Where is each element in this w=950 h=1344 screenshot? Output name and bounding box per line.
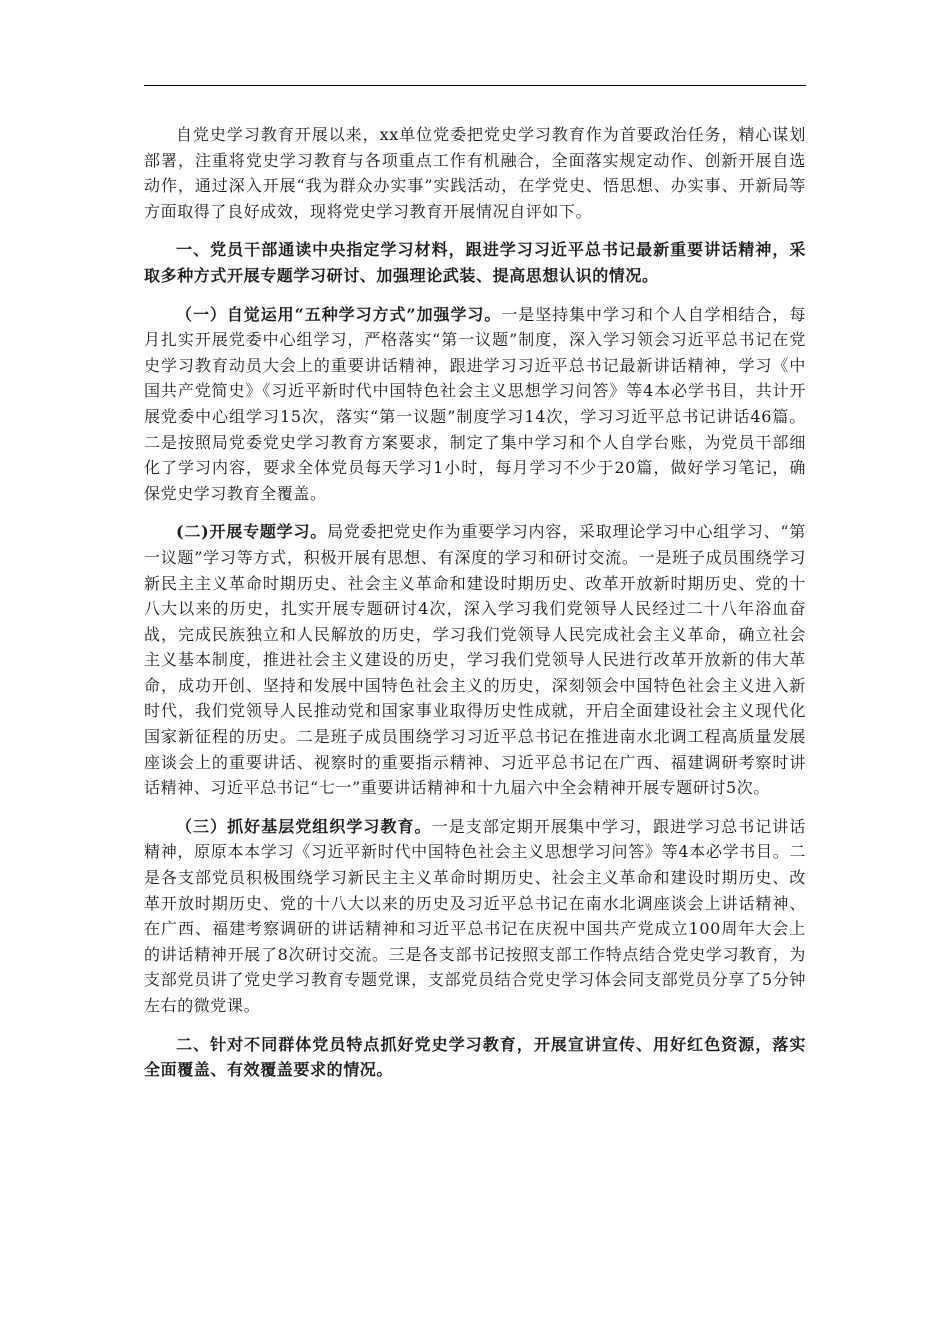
item-paragraph-3 [144,814,806,1019]
item-lead-3: （三）抓好基层党组织学习教育。 [176,816,432,836]
item-body-2: 局党委把党史作为重要学习内容，采取理论学习中心组学习、“第一议题”学习等方式，积极开展有思想、有深度的学习和研讨交流。一是班子成员围绕学习新民主主义革命时期历史、社会主义革命和建设时期历史、改革开放新时期历史、党的十八大以来的历史，扎实开展专题研讨4次，深入学习我们党领导人民经过二十八年浴血奋战，完成民族独立和人民解放的历史，学习我们党领导人民完成社会主义革命，确立社会主义基本制度，推进社会主义建设的历史，学习我们党领导人民进行改革开放新的伟大革命，成功开创、坚持和发展中国特色社会主义的历史，深刻领会中国特色社会主义进入新时代，我们党领导人民推动党和国家事业取得历史性成就，开启全面建设社会主义现代化国家新征程的历史。二是班子成员围绕学习习近平总书记在推进南水北调工程高质量发展座谈会上的重要讲话、视察时的重要指示精神、习近平总书记在广西、福建调研考察时讲话精神、习近平总书记“七一”重要讲话精神和十九届六中全会精神开展专题研讨5次。 [144,522,806,798]
item-lead-1: （一）自觉运用“五种学习方式”加强学习。 [176,304,502,324]
section-heading-2: 二、针对不同群体党员特点抓好党史学习教育，开展宣讲宣传、用好红色资源，落实全面覆盖、有效覆盖要求的情况。 [144,1034,806,1080]
intro-paragraph: 自党史学习教育开展以来，xx单位党委把党史学习教育作为首要政治任务，精心谋划部署，注重将党史学习教育与各项重点工作有机融合，全面落实规定动作、创新开展自选动作，通过深入开展“我为群众办实事”实践活动，在学党史、悟思想、办实事、开新局等方面取得了良好成效，现将党史学习教育开展情况自评如下。 [144,125,806,221]
item-paragraph-1 [144,302,806,507]
item-paragraph-2 [144,519,806,801]
section-heading-1: 一、党员干部通读中央指定学习材料，跟进学习习近平总书记最新重要讲话精神，采取多种方式开展专题学习研讨、加强理论武装、提高思想认识的情况。 [144,240,806,285]
document-body [144,122,806,1096]
item-body-3: 一是支部定期开展集中学习，跟进学习总书记讲话精神，原原本本学习《习近平新时代中国特色社会主义思想学习问答》等4本必学书目。二是各支部党员积极围绕学习新民主主义革命时期历史、社会主义革命和建设时期历史、改革开放时期历史、党的十八大以来的历史及习近平总书记在南水北调座谈会上讲话精神、在广西、福建考察调研的讲话精神和习近平总书记在庆祝中国共产党成立100周年大会上的讲话精神开展了8次研讨交流。三是各支部书记按照支部工作特点结合党史学习教育，为支部党员讲了党史学习教育专题党课，支部党员结合党史学习体会同支部党员分享了5分钟左右的微党课。 [144,816,806,1015]
header-rule [144,85,806,86]
item-lead-2: (二)开展专题学习。 [176,522,328,542]
item-body-1: 一是坚持集中学习和个人自学相结合，每月扎实开展党委中心组学习，严格落实“第一议题”制度，深入学习领会习近平总书记在党史学习教育动员大会上的重要讲话精神，跟进学习习近平总书记最新讲话精神，学习《中国共产党简史》《习近平新时代中国特色社会主义思想学习问答》等4本必学书目，共计开展党委中心组学习15次，落实“第一议题”制度学习14次，学习习近平总书记讲话46篇。二是按照局党委党史学习教育方案要求，制定了集中学习和个人自学台账，为党员干部细化了学习内容，要求全体党员每天学习1小时，每月学习不少于20篇，做好学习笔记，确保党史学习教育全覆盖。 [144,304,806,503]
